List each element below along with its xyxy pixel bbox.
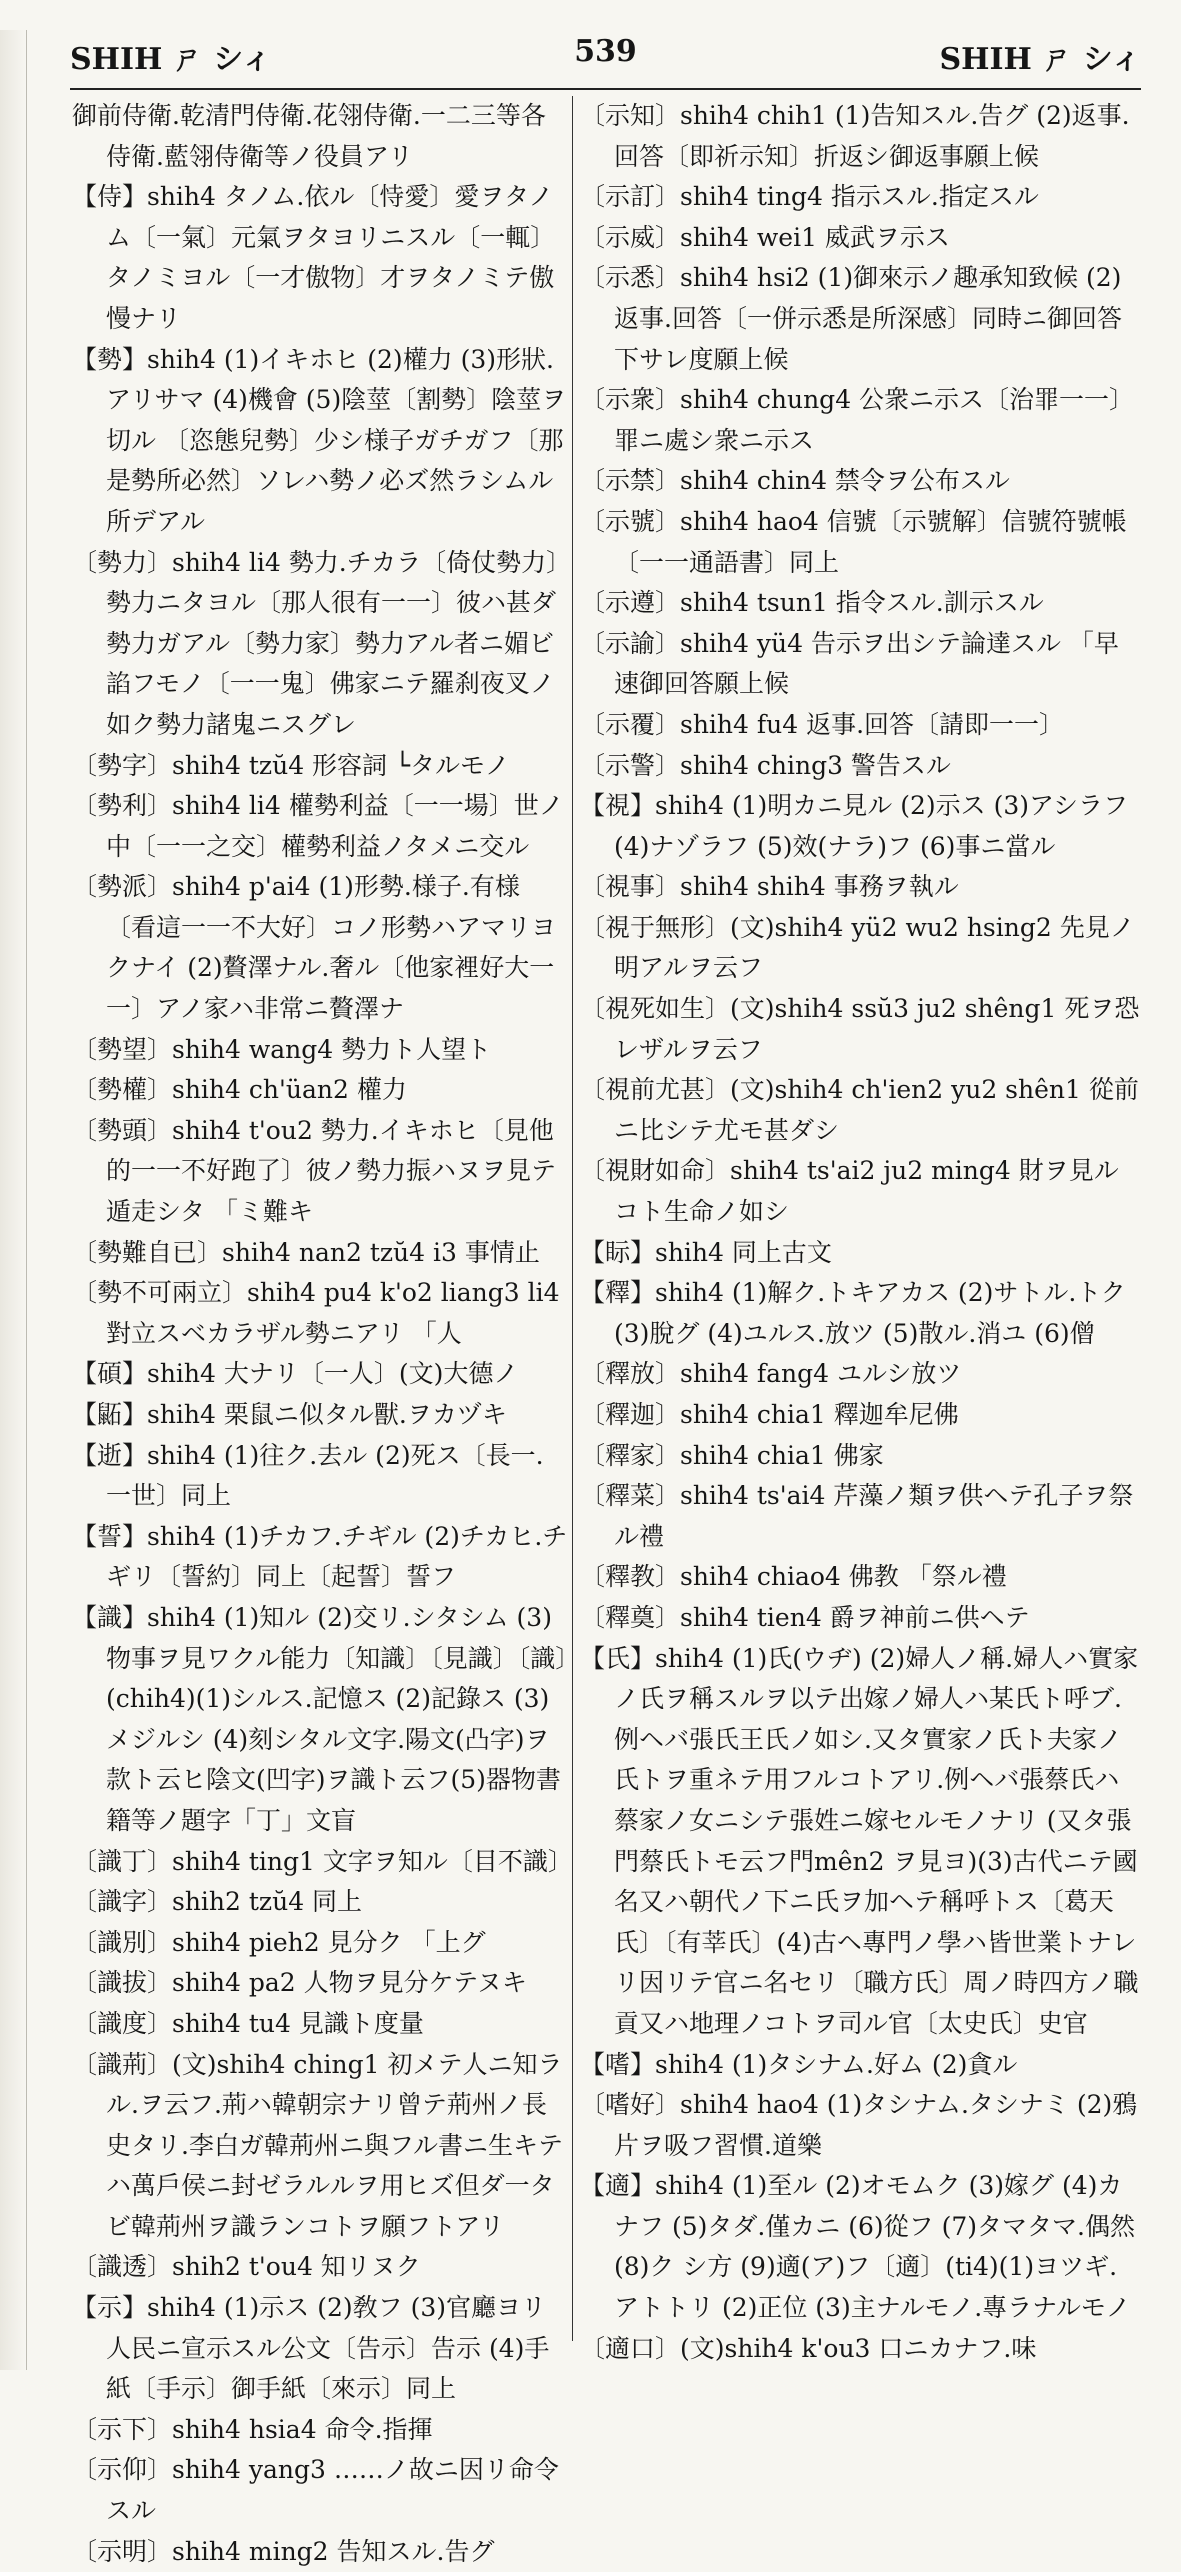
page-number: 539 [574,34,637,69]
dictionary-entry: 〔視事〕shih4 shih4 事務ヲ執ル [580,872,959,902]
dictionary-entry: 【識】shih4 (1)知ル (2)交リ.シタシム (3)物事ヲ見ワクル能力〔知識〕〔見識〕〔識〕(chih4)(1)シルス.記憶ス (2)記錄ス (3)メジルシ (4)刻シタル文字.陽文(凸字)ヲ款ト云ヒ陰文(凹字)ヲ識ト云フ(5)器物書籍等ノ題字「丁」文盲 [72,1602,568,1835]
dictionary-entry: 〔釋奠〕shih4 tien4 爵ヲ神前ニ供ヘテ [580,1602,1030,1632]
dictionary-entry: 〔勢權〕shih4 ch'üan2 權力 [72,1075,407,1105]
dictionary-entry: 〔嗜好〕shih4 hao4 (1)タシナム.タシナミ (2)鴉片ヲ吸フ習慣.道樂 [580,2090,1138,2160]
dictionary-entry: 〔示遵〕shih4 tsun1 指令スル.訓示スル [580,588,1044,618]
dictionary-entry: 〔視于無形〕(文)shih4 yü2 wu2 hsing2 先見ノ明アルヲ云フ [580,912,1135,983]
left-column [72,96,573,2566]
dictionary-entry: 【氏】shih4 (1)氏(ウヂ) (2)婦人ノ稱.婦人ハ實家ノ氏ヲ稱スルヲ以テ出嫁ノ婦人ハ某氏ト呼ブ.例ヘバ張氏王氏ノ如シ.又タ實家ノ氏ト夫家ノ氏トヲ重ネテ用フルコトアリ.例ヘバ張蔡氏ハ蔡家ノ女ニシテ張姓ニ嫁セルモノナリ (又タ張門蔡氏トモ云フ門mên2 ヲ見ヨ)(3)古代ニテ國名又ハ朝代ノ下ニ氏ヲ加ヘテ稱呼トス〔葛天氏〕〔有莘氏〕(4)古ヘ專門ノ學ハ皆世業トナレリ因リテ官ニ名セリ〔職方氏〕周ノ時四方ノ職貢又ハ地理ノコトヲ司ル官〔太史氏〕史官 [580,1643,1139,2038]
dictionary-entry: 〔釋迦〕shih4 chia1 釋迦牟尼佛 [580,1400,959,1429]
dictionary-entry: 〔識透〕shih2 t'ou4 知リヌク [72,2252,421,2282]
dictionary-entry: 【鼫】shih4 栗鼠ニ似タル獸.ヲカヅキ [72,1400,507,1429]
dictionary-entry: 〔視財如命〕shih4 ts'ai2 ju2 ming4 財ヲ見ルコト生命ノ如シ [580,1156,1119,1227]
dictionary-entry: 【釋】shih4 (1)解ク.トキアカス (2)サトル.トク (3)脫グ (4)ユルス.放ツ (5)散ル.消ユ (6)僧 [580,1278,1126,1348]
dictionary-entry: 〔勢利〕shih4 li4 權勢利益〔一一場〕世ノ中〔一一之交〕權勢利益ノタメニ交ル [72,791,564,861]
page-header [70,34,1141,84]
dictionary-entry: 〔示衆〕shih4 chung4 公衆ニ示ス〔治罪一一〕罪ニ處シ衆ニ示ス [580,385,1135,455]
dictionary-entry: 〔勢望〕shih4 wang4 勢力ト人望ト [72,1034,492,1064]
column-divider [572,96,573,2341]
dictionary-entry: 【誓】shih4 (1)チカフ.チギル (2)チカヒ.チギリ〔誓約〕同上〔起誓〕誓フ [72,1521,568,1592]
dictionary-entry: 御前侍衛.乾清門侍衛.花翎侍衛.一二三等各侍衛.藍翎侍衛等ノ役員アリ [72,101,546,171]
dictionary-entry: 【視】shih4 (1)明カニ見ル (2)示ス (3)アシラフ (4)ナゾラフ (5)效(ナラ)フ (6)事ニ當ル [580,791,1129,861]
dictionary-entry: 〔識別〕shih4 pieh2 見分ク 「上グ [72,1927,486,1957]
dictionary-entry: 〔勢派〕shih4 p'ai4 (1)形勢.様子.有様〔看這一一不大好〕コノ形勢ハアマリヨクナイ (2)贅澤ナル.奢ル〔他家裡好大一一〕アノ家ハ非常ニ贅澤ナ [72,872,557,1024]
dictionary-entry: 〔勢不可兩立〕shih4 pu4 k'o2 liang3 li4 對立スベカラザル勢ニアリ 「人 [72,1278,560,1348]
dictionary-entry: 【適】shih4 (1)至ル (2)オモムク (3)嫁グ (4)カナフ (5)タダ.僅カニ (6)從フ (7)タマタマ.偶然 (8)ク シ方 (9)適(ア)フ〔適〕(ti4)(1)ヨツギ.アトトリ (2)正位 (3)主ナルモノ.專ラナルモノ [580,2171,1135,2323]
dictionary-entry: 【眎】shih4 同上古文 [580,1237,832,1267]
dictionary-entry: 〔示知〕shih4 chih1 (1)告知スル.告グ (2)返事.回答〔即祈示知〕折返シ御返事願上候 [580,101,1130,171]
dictionary-entry: 〔示下〕shih4 hsia4 命令.指揮 [72,2414,433,2444]
dictionary-entry: 〔釋教〕shih4 chiao4 佛教 「祭ル禮 [580,1562,1007,1592]
header-rule [70,88,1141,90]
dictionary-entry: 【碩】shih4 大ナリ〔一人〕(文)大德ノ [72,1359,519,1389]
dictionary-entry: 〔適口〕(文)shih4 k'ou3 口ニカナフ.味 [580,2333,1037,2363]
dictionary-entry: 【侍】shih4 タノム.依ル〔恃愛〕愛ヲタノム〔一氣〕元氣ヲタヨリニスル〔一輒〕タノミヨル〔一才傲物〕才ヲタノミテ傲慢ナリ [72,182,556,333]
dictionary-entry: 【示】shih4 (1)示ス (2)敎フ (3)官廳ヨリ人民ニ宣示スル公文〔告示〕告示 (4)手紙〔手示〕御手紙〔來示〕同上 [72,2293,550,2404]
right-column [580,96,1142,2363]
dictionary-entry: 【逝】shih4 (1)往ク.去ル (2)死ス〔長一.一世〕同上 [72,1440,544,1511]
dictionary-entry: 〔示威〕shih4 wei1 威武ヲ示ス [580,222,950,252]
dictionary-entry: 〔釋菜〕shih4 ts'ai4 芹藻ノ類ヲ供ヘテ孔子ヲ祭ル禮 [580,1481,1134,1551]
dictionary-entry: 〔示訂〕shih4 ting4 指示スル.指定スル [580,182,1039,212]
dictionary-entry: 〔示警〕shih4 ching3 警告スル [580,750,951,780]
dictionary-entry: 〔示諭〕shih4 yü4 告示ヲ出シテ論達スル 「早速御回答願上候 [580,628,1119,699]
dictionary-entry: 〔示悉〕shih4 hsi2 (1)御來示ノ趣承知致候 (2)返事.回答〔一併示悉是所深感〕同時ニ御回答下サレ度願上候 [580,263,1122,374]
dictionary-entry: 【嗜】shih4 (1)タシナム.好ム (2)貪ル [580,2049,1018,2079]
dictionary-entry: 〔識拔〕shih4 pa2 人物ヲ見分ケテヌキ [72,1968,527,1998]
dictionary-entry: 〔勢力〕shih4 li4 勢力.チカラ〔倚仗勢力〕勢力ニタヨル〔那人很有一一〕彼ハ甚ダ勢力ガアル〔勢力家〕勢力アル者ニ媚ビ諂フモノ〔一一鬼〕佛家ニテ羅刹夜叉ノ如ク勢力諸鬼ニスグレ [72,547,559,739]
binding-edge [0,30,27,2370]
dictionary-entry: 〔識荊〕(文)shih4 ching1 初メテ人ニ知ラル.ヲ云フ.荊ハ韓朝宗ナリ曾テ荊州ノ長史タリ.李白ガ韓荊州ニ與フル書ニ生キテハ萬戶侯ニ封ゼラルルヲ用ヒズ但ダ一タビ韓荊州ヲ識ランコトヲ願フトアリ [72,2049,563,2241]
header-left-running-head: SHIH ㄕ シィ [70,42,272,77]
dictionary-entry: 〔示號〕shih4 hao4 信號〔示號解〕信號符號帳〔一一通語書〕同上 [580,506,1127,577]
dictionary-entry: 〔釋家〕shih4 chia1 佛家 [580,1440,884,1470]
dictionary-entry: 〔示明〕shih4 ming2 告知スル.告グ [72,2536,495,2566]
dictionary-entry: 〔示禁〕shih4 chin4 禁令ヲ公布スル [580,466,1010,496]
dictionary-entry: 〔勢字〕shih4 tzŭ4 形容詞 └タルモノ [72,750,510,780]
dictionary-entry: 〔勢頭〕shih4 t'ou2 勢力.イキホヒ〔見他的一一不好跑了〕彼ノ勢力振ハヌヲ見テ遁走シタ 「ミ難キ [72,1115,557,1227]
dictionary-entry: 【勢】shih4 (1)イキホヒ (2)權力 (3)形狀.アリサマ (4)機會 (5)陰莖〔割勢〕陰莖ヲ切ル 〔恣態兒勢〕少シ様子ガチガフ〔那是勢所必然〕ソレハ勢ノ必ズ然ラシムル所デアル [72,344,567,536]
dictionary-entry: 〔視死如生〕(文)shih4 ssŭ3 ju2 shêng1 死ヲ恐レザルヲ云フ [580,994,1140,1064]
dictionary-entry: 〔視前尤甚〕(文)shih4 ch'ien2 yu2 shên1 從前ニ比シテ尤モ甚ダシ [580,1075,1139,1145]
dictionary-entry: 〔識丁〕shih4 ting1 文字ヲ知ル〔目不識〕 [72,1846,573,1876]
header-right-running-head: SHIH ㄕ シィ [939,42,1141,77]
dictionary-entry: 〔識字〕shih2 tzŭ4 同上 [72,1887,363,1917]
dictionary-entry: 〔示仰〕shih4 yang3 ……ノ故ニ因リ命令スル [72,2455,559,2526]
dictionary-entry: 〔示覆〕shih4 fu4 返事.回答〔請即一一〕 [580,709,1065,739]
dictionary-entry: 〔識度〕shih4 tu4 見識ト度量 [72,2008,424,2038]
dictionary-entry: 〔釋放〕shih4 fang4 ユルシ放ツ [580,1359,962,1389]
dictionary-entry: 〔勢難自已〕shih4 nan2 tzŭ4 i3 事情止 [72,1237,540,1267]
